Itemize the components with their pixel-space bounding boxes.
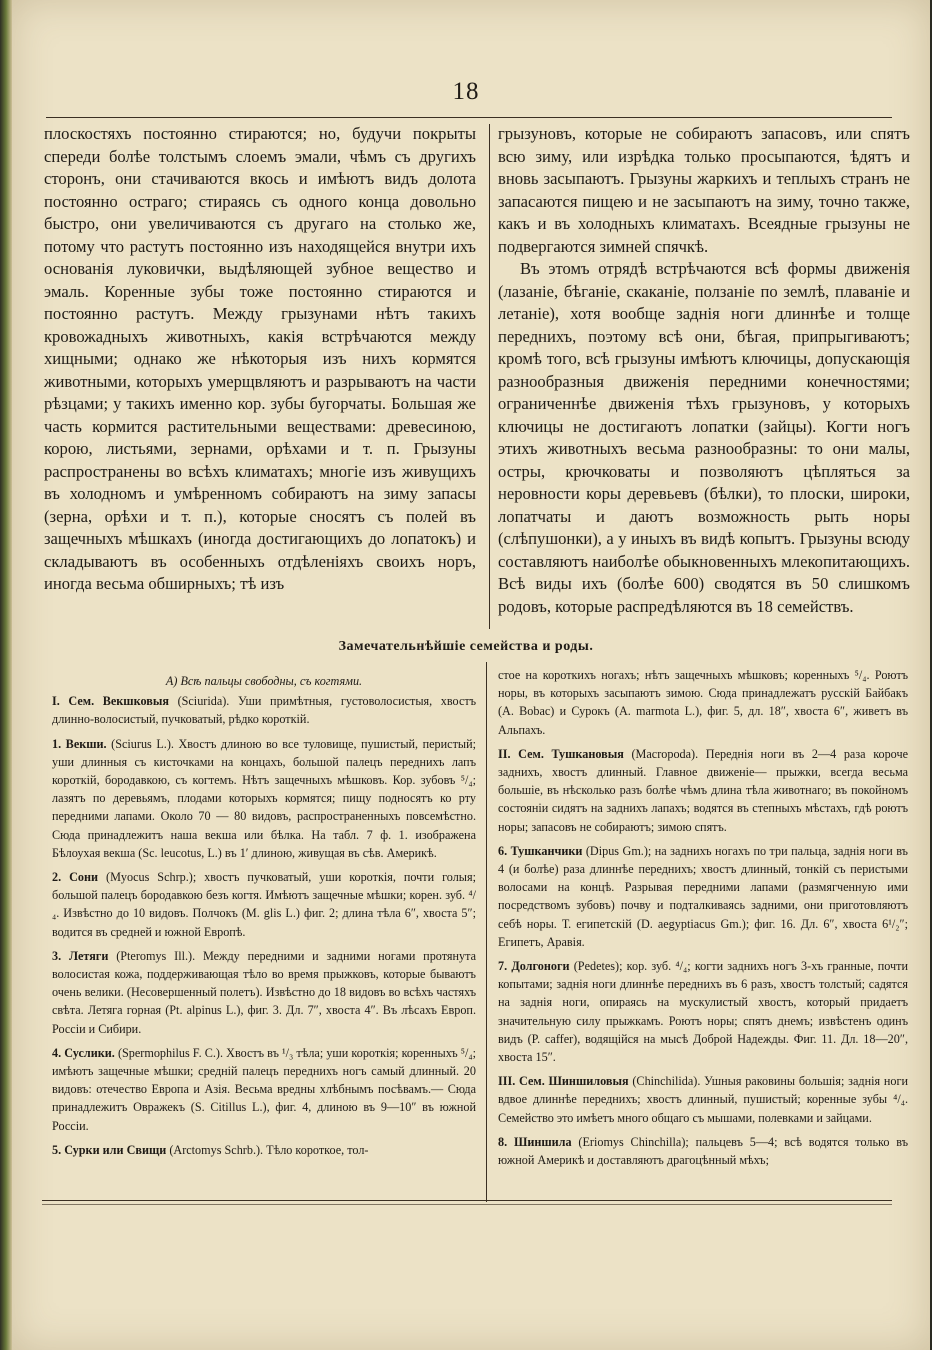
column-divider-upper bbox=[489, 124, 490, 629]
family-entry bbox=[498, 1072, 908, 1127]
genus-entry bbox=[52, 1141, 476, 1159]
paragraph: плоскостяхъ постоянно стираются; но, будучи покрыты спереди болѣе толстымъ слоемъ эмали, чѣмъ съ другихъ сторонъ, они стачиваются вкось и имѣютъ видъ долота постоянно остраго; стираясь съ одного конца довольно быстро, они увеличиваются съ другаго на столько же, потому что растутъ постоянно изъ находящейся внутри ихъ основанія луковички, выдѣляющей зубное вещество и эмаль. Коренные зубы тоже постоянно стираются и постоянно растутъ. Между грызунами нѣтъ такихъ кровожадныхъ животныхъ, какія встрѣчаются между хищными; однако же нѣкоторыя изъ нихъ кормятся животными, которыхъ умерщвляютъ и разрываютъ на части рѣзцами; у такихъ именно кор. зубы бугорчаты. Большая же часть кормится растительными веществами: древесиною, корою, листьями, зернами, орѣхами и т. п. Грызуны распространены во всѣхъ климатахъ; многіе изъ живущихъ въ холодномъ и умѣренномъ собираютъ на зиму запасы (зерна, орѣхи и т. п.), которые сносятъ съ полей въ защечныхъ мѣшкахъ (иногда достигающихъ до лопатокъ) и складываютъ въ особенныхъ отдѣленіяхъ своихъ норъ, иногда весьма обширныхъ; тѣ изъ bbox=[44, 124, 476, 593]
genus-entry bbox=[498, 1133, 908, 1169]
section-heading: Замечательнѣйшіе семейства и роды. bbox=[338, 639, 594, 654]
family-title: II. Сем. Тушкановыя bbox=[498, 746, 624, 761]
genus-description: (Pedetes); кор. зуб. ⁴/₄; когти заднихъ ногъ 3-хъ гранные, почти копытами; заднія ноги длиннѣе переднихъ въ 6 разъ, хвостъ толстый; садятся на заднія ноги, опираясь на мускулистый хвостъ, который придаетъ значительную силу прыжкамъ. Роютъ норы; спятъ днемъ; извѣстенъ одинъ видъ (P. caffer), водящійся на мысѣ Доброй Надежды. Фиг. 11. Дл. 18—20″, хвоста 15″. bbox=[498, 959, 909, 1065]
paragraph: грызуновъ, которые не собираютъ запасовъ, или спятъ всю зиму, или изрѣдка только просыпаются, ѣдятъ и вновь засыпаютъ. Грызуны жаркихъ и теплыхъ странъ не запасаются пищею и не засыпаютъ на зиму, точно также, какъ и въ холодныхъ климатахъ. Всеядные грызуны не подвергаются зимней спячкѣ. bbox=[498, 124, 910, 256]
footer-rule-secondary bbox=[42, 1204, 892, 1205]
continued-text: стое на короткихъ ногахъ; нѣтъ защечныхъ мѣшковъ; коренныхъ ⁵/₄. Роютъ норы, въ которыхъ засыпаютъ зимою. Сюда принадлежатъ русскій Байбакъ (A. Bobac) и Сурокъ (A. marmota L.), фиг. 5, дл. 18″, хвоста 6″, живетъ въ Альпахъ. bbox=[498, 668, 908, 737]
genus-title: 8. Шиншила bbox=[498, 1134, 572, 1149]
genus-description: (Sciurus L.). Хвостъ длиною во все туловище, пушистый, перистый; уши длинныя съ кисточками на концахъ, большой палецъ переднихъ лапъ короткій, бородавкою, съ когтемъ. Нѣтъ защечныхъ мѣшковъ. Кор. зубовъ ⁵/₄; лазятъ по деревьямъ, плодами которыхъ кормятся; пищу подносятъ ко рту передними лапами. Около 70 — 80 видовъ, распространенныхъ повсемѣстно. Сюда принадлежитъ наша векша или бѣлка. На табл. 7 ф. 1. изображена Бѣлоухая векша (Sc. leucotus, L.) въ 1′ длиною, живущая въ сѣв. Америкѣ. bbox=[52, 736, 476, 860]
genus-entry bbox=[52, 947, 476, 1038]
family-entry bbox=[498, 745, 908, 836]
genus-title: 1. Векши. bbox=[52, 736, 107, 751]
genus-description: (Spermophilus F. C.). Хвостъ въ ¹/₃ тѣла; уши короткія; коренныхъ ⁵/₄; имѣютъ защечные мѣшки; средній палецъ переднихъ ногъ самый длинный. 20 видовъ: отечество Европа и Азія. Весьма вредны хлѣбнымъ посѣвамъ.— Сюда принадлежитъ Овражекъ (S. Citillus L.), фиг. 4, длиною въ 9—10″ въ южной Россіи. bbox=[52, 1045, 477, 1133]
genus-entry bbox=[498, 842, 908, 951]
genus-title: 7. Долгоноги bbox=[498, 959, 570, 974]
genus-entry bbox=[52, 735, 476, 862]
family-title: I. Сем. Векшковыя bbox=[52, 694, 169, 709]
genus-title: 2. Сони bbox=[52, 870, 99, 885]
lower-left-column bbox=[52, 672, 476, 1165]
family-entry bbox=[52, 692, 476, 728]
genus-entry bbox=[52, 868, 476, 941]
paragraph: Въ этомъ отрядѣ встрѣчаются всѣ формы движенія (лазаніе, бѣганіе, скаканіе, ползаніе по землѣ, плаваніе и летаніе), хотя вообще заднія ноги длиннѣе и толще переднихъ, поэтому всѣ они, бѣгая, припрыгиваютъ; кромѣ того, всѣ грызуны имѣютъ ключицы, допускающія разнообразныя движенія передними конечностями; ограниченнѣе движенія тѣхъ грызуновъ, у которыхъ ключицы не достигаютъ лопатки (зайцы). Когти ногъ этихъ животныхъ весьма разнообразны: то они малы, остры, крючковаты и позволяютъ цѣпляться за неровности коры деревьевъ (бѣлки), то плоски, широки, лопатчаты и даютъ возможность рыть норы (слѣпушонки), а у иныхъ въ видѣ копытъ. Грызуны всюду составляютъ наиболѣе обыкновенныхъ млекопитающихъ. Всѣ виды ихъ (болѣе 600) сводятся въ 50 слишкомъ родовъ, которые распредѣляются въ 18 семействъ. bbox=[498, 259, 910, 616]
upper-right-column bbox=[498, 123, 910, 618]
footer-rule bbox=[42, 1200, 892, 1201]
upper-left-column bbox=[44, 123, 476, 596]
genus-title: 6. Тушканчики bbox=[498, 843, 583, 858]
column-divider-lower bbox=[486, 662, 487, 1202]
scan-edge bbox=[0, 0, 12, 1350]
family-description: (Macropoda). Переднія ноги въ 2—4 раза короче заднихъ, хвостъ длинный. Главное движеніе— прыжки, всегда весьма большіе, въ нѣсколько разъ болѣе чѣмъ длина тѣла животнаго; въ покойномъ состояніи сидятъ на заднихъ лапахъ; водятся въ степныхъ мѣстахъ, гдѣ роютъ норы; запасовъ не собираютъ; зимою спятъ. bbox=[498, 746, 908, 834]
family-description: (Chinchilida). Ушныя раковины большія; заднія ноги вдвое длиннѣе переднихъ; хвостъ длинный, пушистый; коренные зубы ⁴/₄. Семейство это имѣетъ много общаго съ мышами, полевками и зайцами. bbox=[498, 1074, 909, 1125]
genus-description: (Dipus Gm.); на заднихъ ногахъ по три пальца, заднія ноги въ 4 (и болѣе) раза длиннѣе переднихъ; хвостъ длинный, тонкій съ перистыми волосами на концѣ. Разрывая передними лапами (размягченную ими посредствомъ зубовъ) почву и подталкиваясь задними, они приготовляютъ себѣ норы. Т. египетскій (D. aegyptiacus Gm.); фиг. 16. Дл. 6″, хвоста 6¹/₂″; Египетъ, Аравія. bbox=[498, 843, 908, 949]
family-description: (Sciurida). Уши примѣтныя, густоволосистыя, хвостъ длинно-волосистый, пучковатый, рѣдко короткій. bbox=[52, 694, 476, 727]
page-number: 18 bbox=[452, 78, 480, 105]
genus-title: 5. Сурки или Свищи bbox=[52, 1142, 167, 1157]
lower-right-column bbox=[498, 666, 908, 1175]
genus-description: (Arctomys Schrb.). Тѣло короткое, тол- bbox=[169, 1142, 369, 1157]
genus-entry bbox=[498, 957, 908, 1066]
genus-title: 3. Летяги bbox=[52, 948, 109, 963]
family-title: III. Сем. Шиншиловыя bbox=[498, 1074, 629, 1089]
genus-title: 4. Суслики. bbox=[52, 1045, 115, 1060]
subsection-heading: А) Всѣ пальцы свободны, съ когтями. bbox=[165, 674, 363, 688]
genus-description: (Pteromys Ill.). Между передними и задними ногами протянута волосистая кожа, поддерживающая тѣло во время прыжковъ, которые бываютъ очень велики. (Несовершенный полетъ). Извѣстно до 18 видовъ во всѣхъ частяхъ свѣта. Летяга горная (Pt. alpinus L.), фиг. 3. Дл. 7″, хвоста 4″. Въ лѣсахъ Европ. Россіи и Сибири. bbox=[52, 948, 476, 1036]
genus-description: (Myocus Schrp.); хвостъ пучковатый, уши короткія, почти голыя; большой палецъ бородавкою безъ когтя. Имѣютъ защечные мѣшки; корен. зуб. ⁴/₄. Извѣстно до 10 видовъ. Полчокъ (M. glis L.) фиг. 2; длина тѣла 6″, хвоста 5″; водится въ средней и южной Европѣ. bbox=[52, 870, 476, 939]
genus-description: (Eriomys Chinchilla); пальцевъ 5—4; всѣ водятся только въ южной Америкѣ и доставляютъ драгоцѣнный мѣхъ; bbox=[498, 1134, 908, 1168]
header-rule bbox=[46, 117, 892, 118]
genus-entry bbox=[52, 1044, 476, 1135]
